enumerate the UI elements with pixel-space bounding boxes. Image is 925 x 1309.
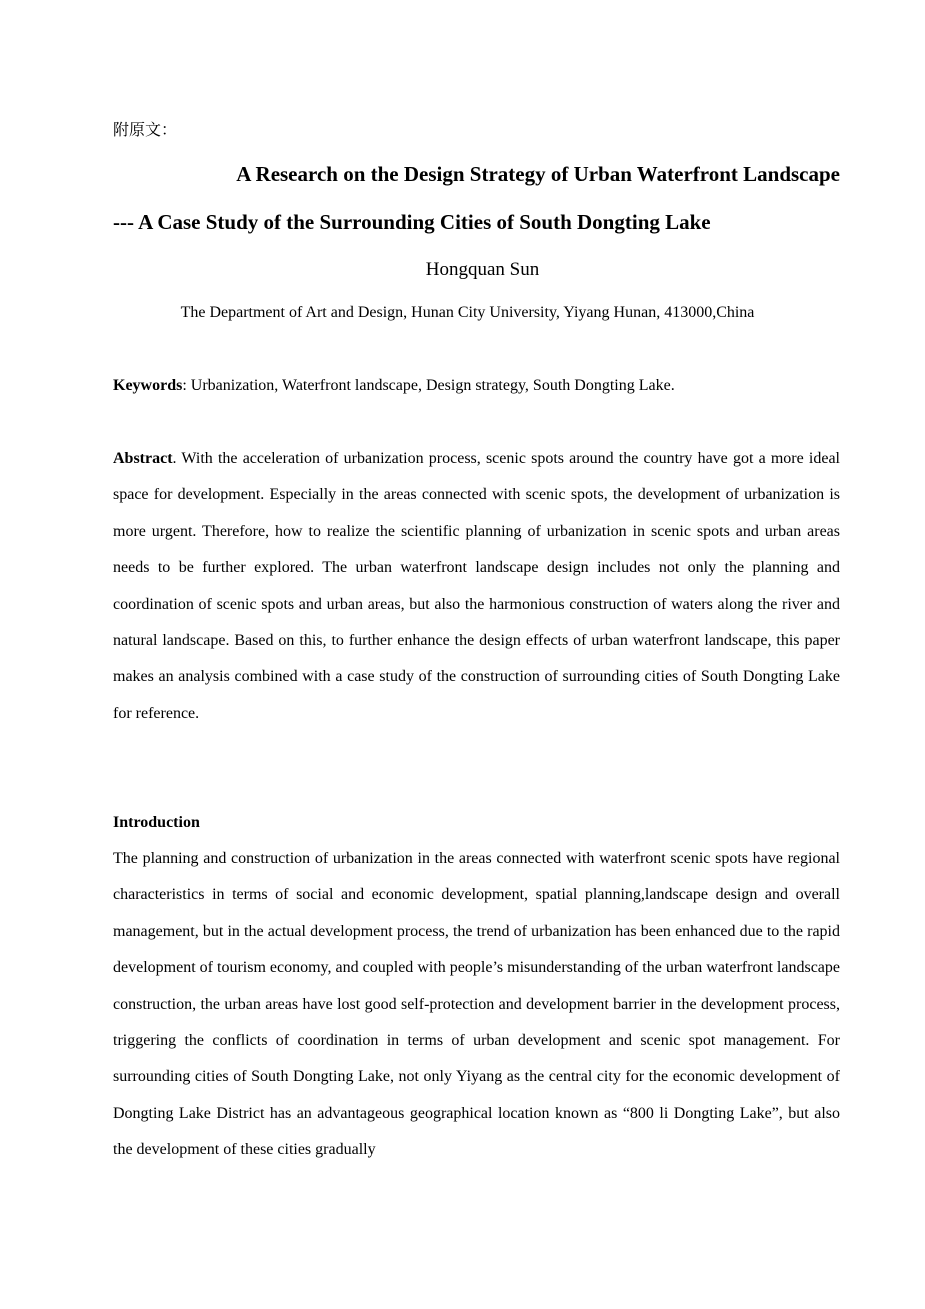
paper-title-line-2: --- A Case Study of the Surrounding Cities of South Dongting Lake [113,210,711,234]
abstract-paragraph [113,441,840,732]
original-text-label: 附原文： [113,122,178,139]
keywords-text: : Urbanization, Waterfront landscape, Design strategy, South Dongting Lake. [182,377,675,394]
author-name: Hongquan Sun [425,259,540,280]
author-affiliation: The Department of Art and Design, Hunan City University, Yiyang Hunan, 413000,China [180,304,755,321]
keywords-label: Keywords [113,377,183,394]
abstract-text: . With the acceleration of urbanization process, scenic spots around the country have got a more ideal space for development. Especially in the areas connected with scenic spots, the development of urbanization is more urgent. Therefore, how to realize the scientific planning of urbanization in scenic spots and urban areas needs to be further explored. The urban waterfront landscape design includes not only the planning and coordination of scenic spots and urban areas, but also the harmonious construction of waters along the river and natural landscape. Based on this, to further enhance the design effects of urban waterfront landscape, this paper makes an analysis combined with a case study of the construction of surrounding cities of South Dongting Lake for reference. [113,450,840,722]
paper-title-line-1: A Research on the Design Strategy of Urban Waterfront Landscape [236,162,840,186]
keywords-line [113,375,840,397]
introduction-paragraph: The planning and construction of urbanization in the areas connected with waterfront scenic spots have regional characteristics in terms of social and economic development, spatial planning,landscape design and overall management, but in the actual development process, the trend of urbanization has been enhanced due to the rapid development of tourism economy, and coupled with people’s misunderstanding of the urban waterfront landscape construction, the urban areas have lost good self-protection and development barrier in the development process, triggering the conflicts of coordination in terms of urban development and scenic spot management. For surrounding cities of South Dongting Lake, not only Yiyang as the central city for the economic development of Dongting Lake District has an advantageous geographical location known as “800 li Dongting Lake”, but also the development of these cities gradually [113,850,840,1159]
introduction-heading: Introduction [113,814,200,831]
abstract-label: Abstract [113,450,173,467]
